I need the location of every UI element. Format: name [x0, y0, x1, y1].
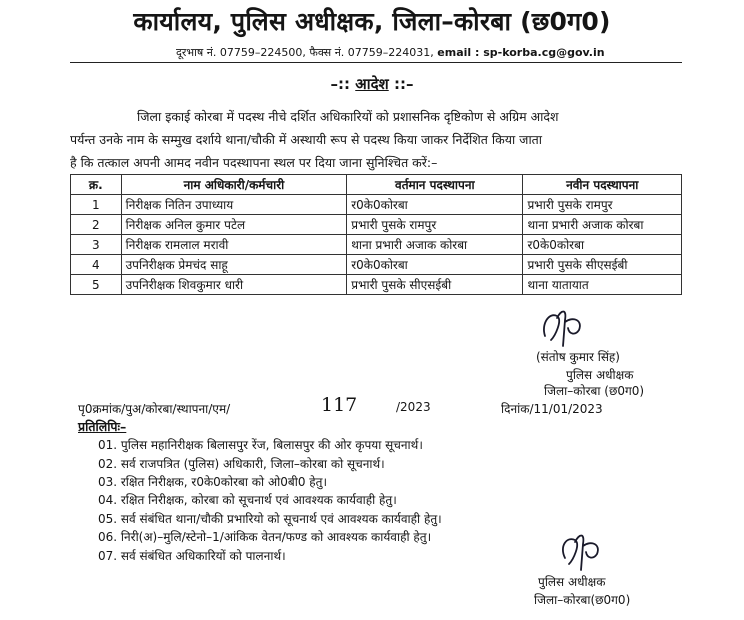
table-row: [71, 195, 682, 215]
contact-line: [176, 45, 605, 60]
contact-email: email : sp-korba.cg@gov.in: [437, 46, 605, 59]
column-header-new-posting: नवीन पदस्थापना: [523, 175, 682, 195]
office-title: कार्यालय, पुलिस अधीक्षक, जिला–कोरबा (छ0ग0): [133, 7, 611, 36]
cell-serial: 4: [71, 255, 122, 275]
cell-name: उपनिरीक्षक प्रेमचंद साहू: [121, 255, 347, 275]
column-header-current-posting: वर्तमान पदस्थापना: [347, 175, 523, 195]
order-body-line-1: जिला इकाई कोरबा में पदस्थ नीचे दर्शित अधिकारियों को प्रशासनिक दृष्टिकोण से अग्रिम आदेश: [137, 109, 559, 124]
table-row: [71, 235, 682, 255]
reference-prefix: पृ0क्रमांक/पुअ/कोरबा/स्थापना/एम/: [78, 402, 231, 416]
column-header-serial: क्र.: [71, 175, 122, 195]
copy-heading: प्रतिलिपिः–: [78, 419, 127, 434]
reference-year: /2023: [396, 400, 431, 414]
cell-new-posting: थाना यातायात: [523, 275, 682, 295]
cell-serial: 1: [71, 195, 122, 215]
cell-current-posting: प्रभारी पुसके सीएसईबी: [347, 275, 523, 295]
cell-name: निरीक्षक नितिन उपाध्याय: [121, 195, 347, 215]
cell-new-posting: प्रभारी पुसके सीएसईबी: [523, 255, 682, 275]
transfer-table: [70, 174, 682, 295]
order-heading-text: आदेश: [355, 75, 389, 93]
reference-line: [78, 394, 668, 417]
table-header-row: [71, 175, 682, 195]
column-header-name: नाम अधिकारी/कर्मचारी: [121, 175, 347, 195]
copy-item: 05. सर्व संबंधित थाना/चौकी प्रभारियो को सूचनार्थ एवं आवश्यक कार्यवाही हेतु।: [98, 512, 442, 526]
cell-current-posting: प्रभारी पुसके रामपुर: [347, 215, 523, 235]
cell-current-posting: थाना प्रभारी अजाक कोरबा: [347, 235, 523, 255]
cell-serial: 3: [71, 235, 122, 255]
handwritten-signature: [535, 306, 590, 348]
reference-number: 117: [321, 394, 358, 416]
table-row: [71, 275, 682, 295]
copy-item: 01. पुलिस महानिरीक्षक बिलासपुर रेंज, बिलासपुर की ओर कृपया सूचनार्थ।: [98, 438, 423, 452]
copy-item: 02. सर्व राजपत्रित (पुलिस) अधिकारी, जिला–कोरबा को सूचनार्थ।: [98, 457, 385, 471]
copy-item: 04. रक्षित निरीक्षक, कोरबा को सूचनार्थ एवं आवश्यक कार्यवाही हेतु।: [98, 493, 397, 507]
cell-serial: 2: [71, 215, 122, 235]
cell-name: निरीक्षक रामलाल मरावी: [121, 235, 347, 255]
officer-office: जिला–कोरबा (छ0ग0): [544, 384, 645, 398]
order-body-line-3: है कि तत्काल अपनी आमद नवीन पदस्थापना स्थल पर दिया जाना सुनिश्चित करें:–: [70, 155, 438, 170]
table-row: [71, 215, 682, 235]
officer-office: जिला–कोरबा(छ0ग0): [534, 593, 631, 607]
reference-date: दिनांक/11/01/2023: [501, 402, 603, 416]
cell-current-posting: र0के0कोरबा: [347, 255, 523, 275]
officer-designation: पुलिस अधीक्षक: [566, 368, 634, 382]
header-divider: [70, 62, 682, 63]
copy-item: 03. रक्षित निरीक्षक, र0के0कोरबा को ओ0बी0 हेतु।: [98, 475, 328, 489]
copy-item: 07. सर्व संबंधित अधिकारियों को पालनार्थ।: [98, 549, 286, 563]
officer-name: (संतोष कुमार सिंह): [536, 350, 620, 364]
contact-phone-fax: दूरभाष नं. 07759–224500, फैक्स नं. 07759–224031,: [176, 46, 438, 59]
copy-item: 06. निरी(अ)–मुलि/स्टेनो–1/आंकिक वेतन/फण्ड को आवश्यक कार्यवाही हेतु।: [98, 530, 432, 544]
cell-new-posting: प्रभारी पुसके रामपुर: [523, 195, 682, 215]
cell-name: निरीक्षक अनिल कुमार पटेल: [121, 215, 347, 235]
order-body-line-2: पर्यन्त उनके नाम के सम्मुख दर्शाये थाना/चौकी में अस्थायी रूप से पदस्थ किया जाकर निर्देशित किया जाता: [70, 132, 543, 147]
handwritten-signature: [553, 530, 608, 572]
cell-new-posting: र0के0कोरबा: [523, 235, 682, 255]
order-heading: –:: आदेश ::–: [330, 75, 414, 93]
cell-current-posting: र0के0कोरबा: [347, 195, 523, 215]
cell-new-posting: थाना प्रभारी अजाक कोरबा: [523, 215, 682, 235]
cell-serial: 5: [71, 275, 122, 295]
officer-designation: पुलिस अधीक्षक: [538, 575, 606, 589]
table-row: [71, 255, 682, 275]
cell-name: उपनिरीक्षक शिवकुमार धारी: [121, 275, 347, 295]
